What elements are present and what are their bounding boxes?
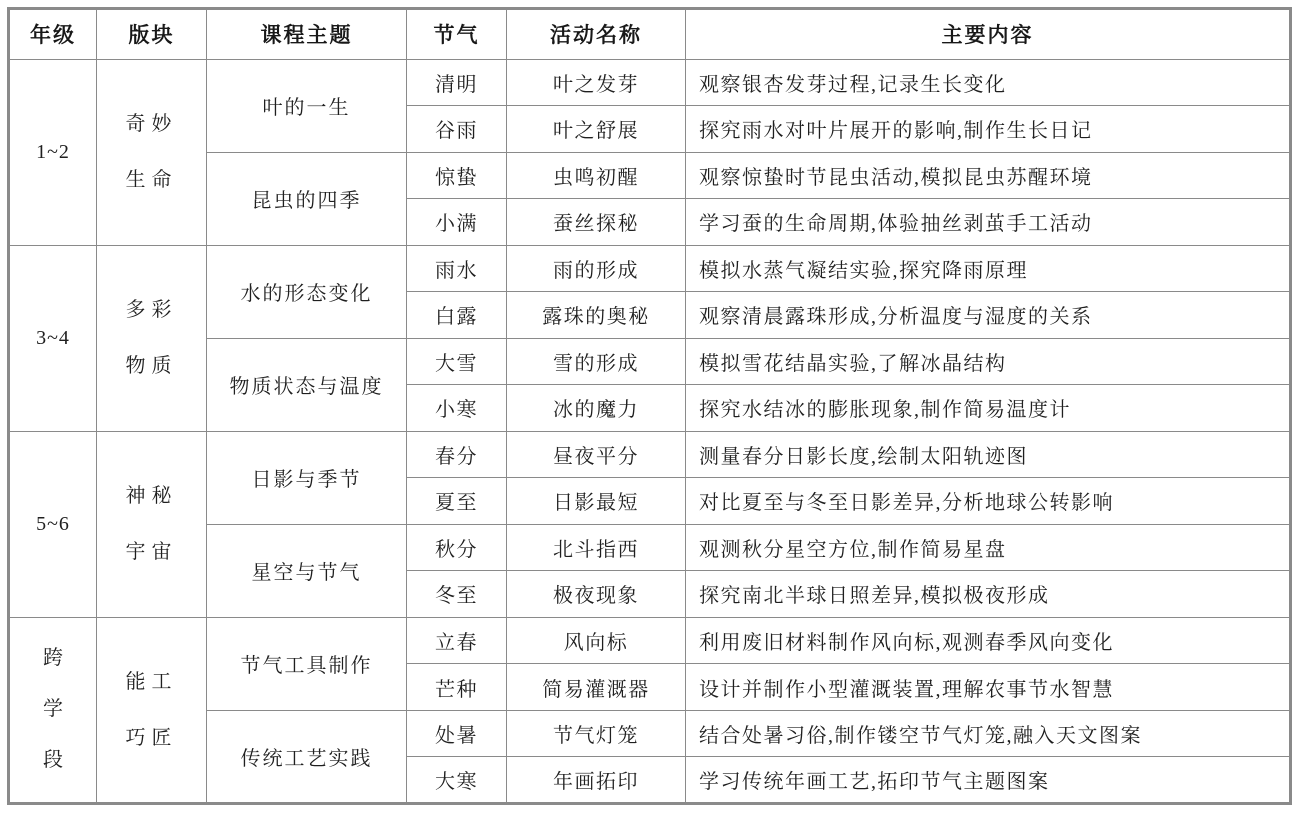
- content-cell: 模拟雪花结晶实验,了解冰晶结构: [686, 338, 1291, 385]
- activity-cell: 昼夜平分: [507, 431, 686, 478]
- content-cell: 学习传统年画工艺,拓印节气主题图案: [686, 757, 1291, 804]
- theme-cell: 昆虫的四季: [207, 152, 407, 245]
- content-cell: 结合处暑习俗,制作镂空节气灯笼,融入天文图案: [686, 710, 1291, 757]
- term-cell: 芒种: [407, 664, 507, 711]
- activity-cell: 北斗指西: [507, 524, 686, 571]
- content-cell: 探究雨水对叶片展开的影响,制作生长日记: [686, 106, 1291, 153]
- header-block: 版块: [97, 9, 207, 60]
- content-cell: 设计并制作小型灌溉装置,理解农事节水智慧: [686, 664, 1291, 711]
- term-cell: 小满: [407, 199, 507, 246]
- header-theme: 课程主题: [207, 9, 407, 60]
- theme-cell: 传统工艺实践: [207, 710, 407, 803]
- content-cell: 观测秋分星空方位,制作简易星盘: [686, 524, 1291, 571]
- term-cell: 秋分: [407, 524, 507, 571]
- block-cell: 奇妙生命: [97, 59, 207, 245]
- term-cell: 大寒: [407, 757, 507, 804]
- term-cell: 白露: [407, 292, 507, 339]
- grade-cell: 5~6: [9, 431, 97, 617]
- term-cell: 冬至: [407, 571, 507, 618]
- grade-cell: 1~2: [9, 59, 97, 245]
- header-row: [9, 9, 1291, 60]
- activity-cell: 节气灯笼: [507, 710, 686, 757]
- block-cell: 能工巧匠: [97, 617, 207, 803]
- curriculum-table: [7, 7, 1292, 805]
- term-cell: 夏至: [407, 478, 507, 525]
- grade-cell: 3~4: [9, 245, 97, 431]
- header-term: 节气: [407, 9, 507, 60]
- activity-cell: 雪的形成: [507, 338, 686, 385]
- activity-cell: 日影最短: [507, 478, 686, 525]
- content-cell: 观察银杏发芽过程,记录生长变化: [686, 59, 1291, 106]
- term-cell: 清明: [407, 59, 507, 106]
- activity-cell: 叶之舒展: [507, 106, 686, 153]
- content-cell: 观察惊蛰时节昆虫活动,模拟昆虫苏醒环境: [686, 152, 1291, 199]
- activity-cell: 露珠的奥秘: [507, 292, 686, 339]
- theme-cell: 星空与节气: [207, 524, 407, 617]
- table-row: [9, 431, 1291, 478]
- theme-cell: 物质状态与温度: [207, 338, 407, 431]
- activity-cell: 叶之发芽: [507, 59, 686, 106]
- term-cell: 处暑: [407, 710, 507, 757]
- header-grade: 年级: [9, 9, 97, 60]
- curriculum-table-sheet: [7, 7, 1292, 805]
- content-cell: 探究南北半球日照差异,模拟极夜形成: [686, 571, 1291, 618]
- header-activity: 活动名称: [507, 9, 686, 60]
- term-cell: 小寒: [407, 385, 507, 432]
- theme-cell: 节气工具制作: [207, 617, 407, 710]
- term-cell: 雨水: [407, 245, 507, 292]
- table-row: [9, 245, 1291, 292]
- table-row: [9, 59, 1291, 106]
- term-cell: 谷雨: [407, 106, 507, 153]
- theme-cell: 水的形态变化: [207, 245, 407, 338]
- term-cell: 大雪: [407, 338, 507, 385]
- content-cell: 模拟水蒸气凝结实验,探究降雨原理: [686, 245, 1291, 292]
- term-cell: 惊蛰: [407, 152, 507, 199]
- theme-cell: 叶的一生: [207, 59, 407, 152]
- activity-cell: 虫鸣初醒: [507, 152, 686, 199]
- activity-cell: 风向标: [507, 617, 686, 664]
- activity-cell: 年画拓印: [507, 757, 686, 804]
- content-cell: 学习蚕的生命周期,体验抽丝剥茧手工活动: [686, 199, 1291, 246]
- term-cell: 立春: [407, 617, 507, 664]
- term-cell: 春分: [407, 431, 507, 478]
- content-cell: 探究水结冰的膨胀现象,制作简易温度计: [686, 385, 1291, 432]
- theme-cell: 日影与季节: [207, 431, 407, 524]
- content-cell: 测量春分日影长度,绘制太阳轨迹图: [686, 431, 1291, 478]
- block-cell: 神秘宇宙: [97, 431, 207, 617]
- activity-cell: 雨的形成: [507, 245, 686, 292]
- grade-cell: 跨学段: [9, 617, 97, 803]
- table-row: [9, 617, 1291, 664]
- activity-cell: 蚕丝探秘: [507, 199, 686, 246]
- content-cell: 对比夏至与冬至日影差异,分析地球公转影响: [686, 478, 1291, 525]
- activity-cell: 冰的魔力: [507, 385, 686, 432]
- block-cell: 多彩物质: [97, 245, 207, 431]
- content-cell: 观察清晨露珠形成,分析温度与湿度的关系: [686, 292, 1291, 339]
- content-cell: 利用废旧材料制作风向标,观测春季风向变化: [686, 617, 1291, 664]
- activity-cell: 简易灌溉器: [507, 664, 686, 711]
- activity-cell: 极夜现象: [507, 571, 686, 618]
- header-content: 主要内容: [686, 9, 1291, 60]
